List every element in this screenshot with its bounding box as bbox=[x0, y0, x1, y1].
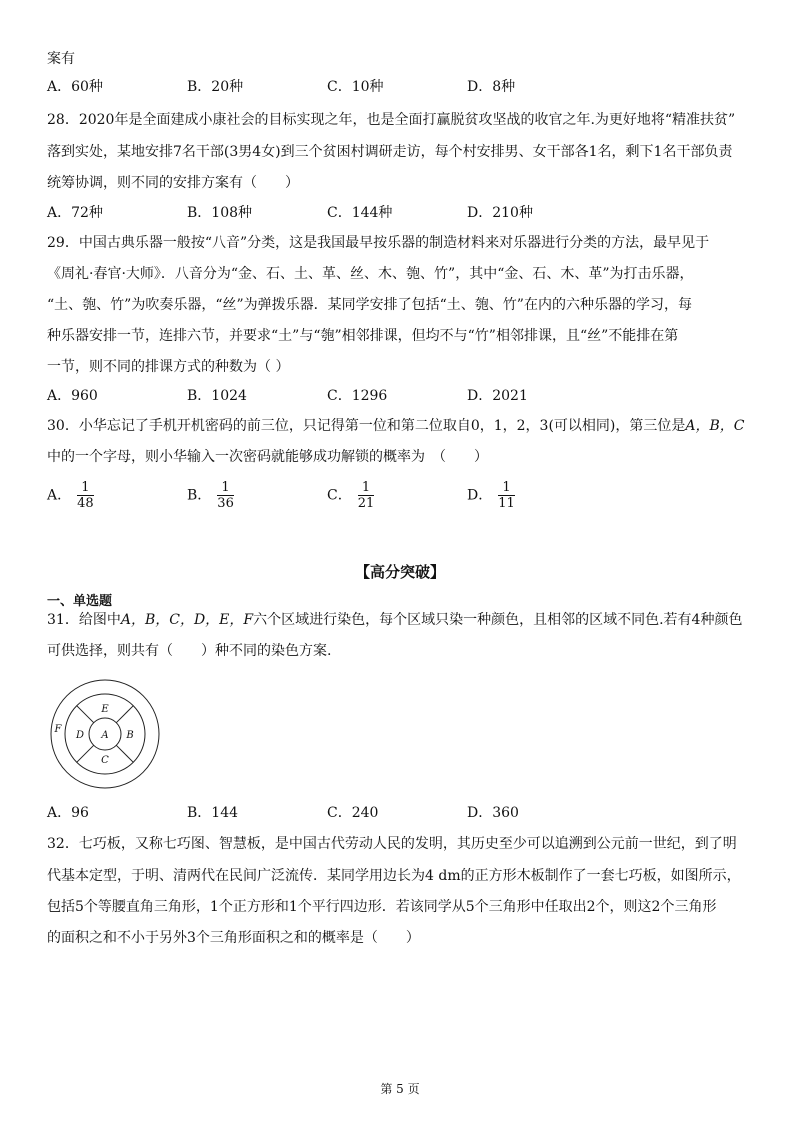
q30-option-a-numerator: 1 bbox=[77, 480, 94, 496]
q29-option-b: B．1024 bbox=[187, 388, 247, 404]
q31-option-c: C．240 bbox=[327, 805, 379, 821]
region-label-b: B bbox=[126, 730, 134, 741]
q31-option-a: A．96 bbox=[47, 805, 89, 821]
q27-option-d: D．8种 bbox=[467, 79, 516, 95]
q30-option-c-label: C． bbox=[327, 487, 352, 504]
q27-option-c: C．10种 bbox=[327, 79, 384, 95]
q31-option-b: B．144 bbox=[187, 805, 239, 821]
q30-option-c bbox=[327, 480, 374, 511]
q30-option-d bbox=[467, 480, 515, 511]
region-label-a: A bbox=[101, 730, 109, 741]
divider-sw bbox=[77, 745, 94, 762]
region-label-f: F bbox=[54, 724, 62, 735]
q28-option-a: A．72种 bbox=[47, 205, 103, 221]
section-title: 【高分突破】 bbox=[354, 563, 445, 581]
q27-option-a: A．60种 bbox=[47, 79, 103, 95]
divider-nw bbox=[77, 706, 94, 723]
q31-line-1-text-a: 31．给图中 bbox=[47, 612, 121, 628]
q29-option-d: D．2021 bbox=[467, 388, 528, 404]
q28-options bbox=[47, 203, 767, 225]
coloring-region-diagram bbox=[48, 677, 162, 791]
q29-option-c: C．1296 bbox=[327, 388, 388, 404]
q32-line-1: 32．七巧板，又称七巧图、智慧板，是中国古代劳动人民的发明，其历史至少可以追溯到公元前一世纪，到了明 bbox=[47, 836, 737, 852]
q30-line-1-vars: A，B，C bbox=[685, 418, 745, 434]
q27-options bbox=[47, 77, 767, 99]
q30-option-c-denominator: 21 bbox=[357, 496, 375, 511]
q28-line-3: 统筹协调，则不同的安排方案有（ ） bbox=[47, 175, 299, 191]
q30-option-c-numerator: 1 bbox=[358, 480, 375, 496]
q31-line-2: 可供选择，则共有（ ）种不同的染色方案. bbox=[47, 643, 332, 659]
q30-line-1-text: 30．小华忘记了手机开机密码的前三位，只记得第一位和第二位取自0，1，2，3(可以相同)，第三位是 bbox=[47, 418, 686, 434]
q29-line-2: 《周礼·春官·大师》．八音分为“金、石、土、革、丝、木、匏、竹”，其中“金、石、木、革”为打击乐器， bbox=[47, 266, 694, 282]
q30-line-1 bbox=[47, 416, 745, 436]
q29-line-4: 种乐器安排一节，连排六节，并要求“土”与“匏”相邻排课，但均不与“竹”相邻排课，且“丝”不能排在第 bbox=[47, 328, 679, 344]
q28-option-b: B．108种 bbox=[187, 205, 253, 221]
q30-line-2: 中的一个字母，则小华输入一次密码就能够成功解锁的概率为 （ ） bbox=[47, 449, 488, 465]
region-label-e: E bbox=[101, 704, 109, 715]
q30-option-b-numerator: 1 bbox=[217, 480, 234, 496]
q30-option-d-denominator: 11 bbox=[498, 496, 515, 511]
q30-option-b bbox=[187, 480, 234, 511]
q28-line-2: 落到实处，某地安排7名干部(3男4女)到三个贫困村调研走访，每个村安排男、女干部各1名，剩下1名干部负责 bbox=[47, 144, 733, 160]
q30-option-d-numerator: 1 bbox=[498, 480, 515, 496]
page-number: 第 5 页 bbox=[380, 1082, 420, 1096]
q32-line-2: 代基本定型，于明、清两代在民间广泛流传．某同学用边长为4 dm的正方形木板制作了一套七巧板，如图所示， bbox=[47, 868, 741, 884]
q30-option-c-fraction bbox=[358, 480, 375, 511]
divider-se bbox=[116, 745, 133, 762]
region-label-d: D bbox=[75, 730, 85, 741]
q27-tail: 案有 bbox=[47, 51, 75, 67]
q30-option-b-label: B． bbox=[187, 487, 212, 504]
q28-line-1: 28．2020年是全面建成小康社会的目标实现之年，也是全面打赢脱贫攻坚战的收官之年.为更好地将“精准扶贫” bbox=[47, 112, 736, 128]
q30-option-a-denominator: 48 bbox=[77, 496, 94, 511]
q30-options bbox=[47, 480, 767, 516]
q31-line-1-vars: A，B，C，D，E，F bbox=[120, 612, 254, 628]
q29-line-3: “土、匏、竹”为吹奏乐器，“丝”为弹拨乐器．某同学安排了包括“土、匏、竹”在内的六种乐器的学习，每 bbox=[47, 297, 692, 313]
q28-option-d: D．210种 bbox=[467, 205, 533, 221]
q32-line-3: 包括5个等腰直角三角形，1个正方形和1个平行四边形．若该同学从5个三角形中任取出2个，则这2个三角形 bbox=[47, 899, 717, 915]
q30-option-a-fraction bbox=[77, 480, 94, 511]
q27-option-b: B．20种 bbox=[187, 79, 244, 95]
q30-option-a-label: A． bbox=[47, 487, 72, 504]
divider-ne bbox=[116, 706, 133, 723]
q30-option-b-denominator: 36 bbox=[217, 496, 234, 511]
q29-option-a: A．960 bbox=[47, 388, 98, 404]
q31-option-d: D．360 bbox=[467, 805, 519, 821]
q30-option-d-fraction bbox=[498, 480, 515, 511]
q29-options bbox=[47, 386, 767, 408]
subsection-title: 一、单选题 bbox=[47, 594, 113, 609]
q28-option-c: C．144种 bbox=[327, 205, 393, 221]
q29-line-5: 一节，则不同的排课方式的种数为（ ） bbox=[47, 359, 290, 375]
q31-options bbox=[47, 803, 767, 825]
q30-option-a bbox=[47, 480, 94, 511]
q29-line-1: 29．中国古典乐器一般按“八音”分类，这是我国最早按乐器的制造材料来对乐器进行分类的方法，最早见于 bbox=[47, 235, 710, 251]
q32-line-4: 的面积之和不小于另外3个三角形面积之和的概率是（ ） bbox=[47, 930, 420, 946]
q31-line-1-text-b: 六个区域进行染色，每个区域只染一种颜色，且相邻的区域不同色.若有4种颜色 bbox=[253, 612, 743, 628]
q30-option-d-label: D． bbox=[467, 487, 493, 504]
q30-option-b-fraction bbox=[217, 480, 234, 511]
region-label-c: C bbox=[101, 755, 109, 766]
q31-line-1 bbox=[47, 610, 742, 630]
